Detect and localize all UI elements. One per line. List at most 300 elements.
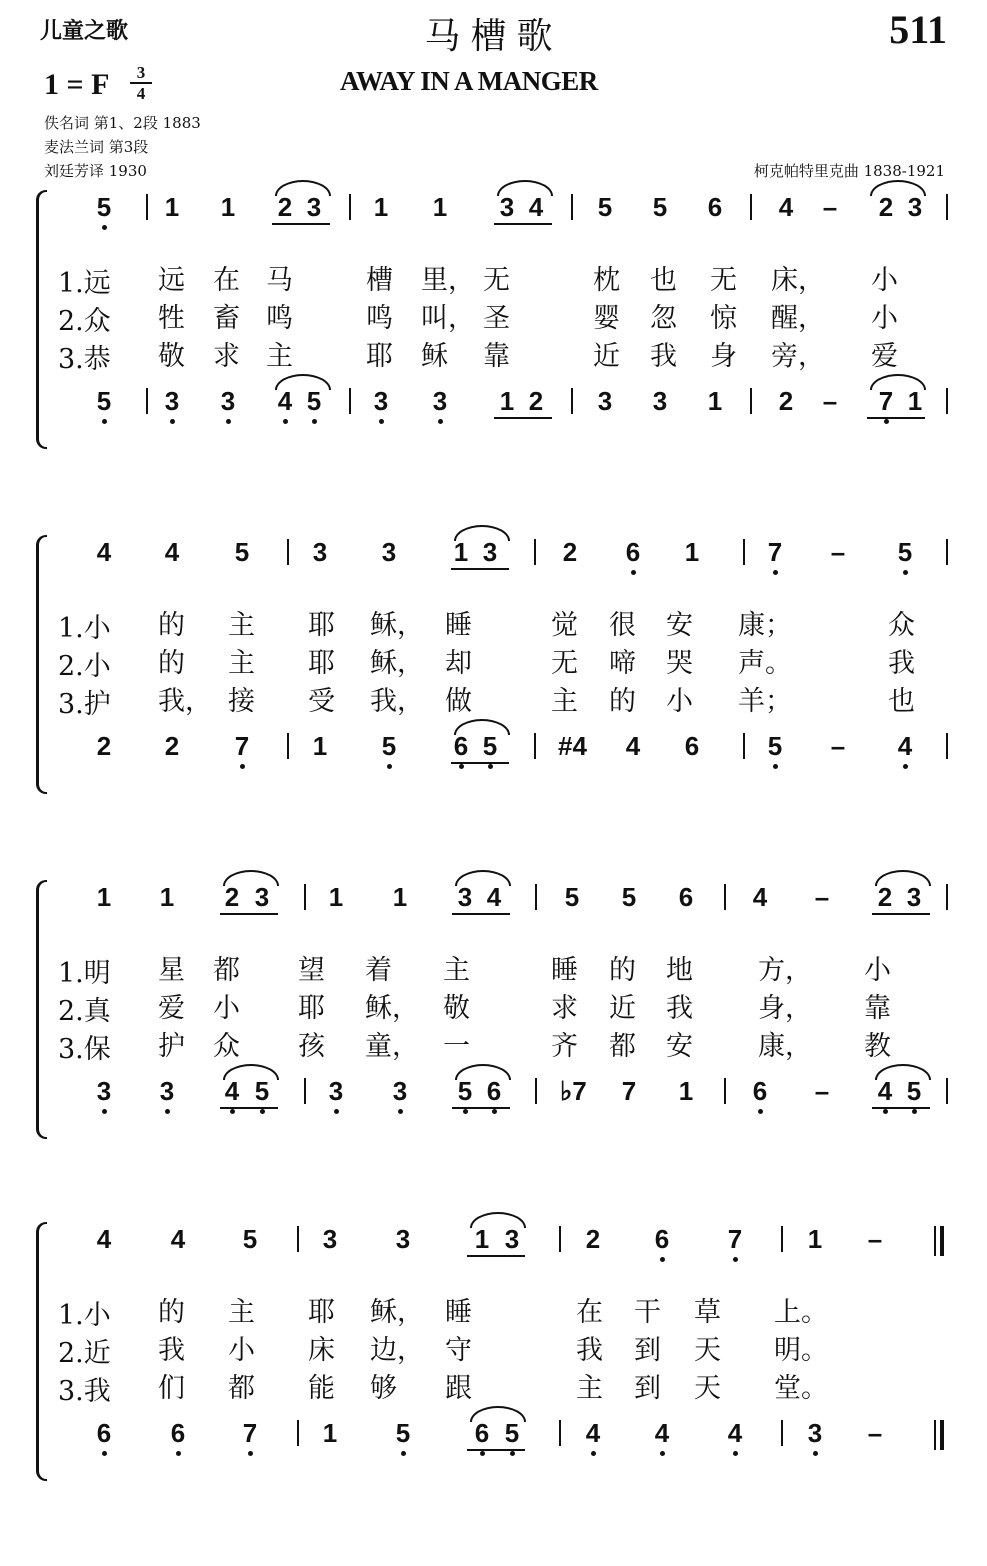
upper-note (92, 190, 116, 250)
upper-note (500, 1222, 524, 1282)
system-brace (36, 1222, 47, 1481)
barline (743, 539, 745, 565)
lyric-syllable: 醒， (771, 303, 825, 334)
lyric-syllable: 近 (609, 993, 636, 1024)
note-number: 5 (597, 192, 613, 222)
lower-note (388, 1074, 412, 1134)
lyric-syllable (58, 1027, 111, 1066)
note-number: 5 (482, 731, 498, 761)
note-number: 6 (453, 731, 469, 761)
lyric-syllable: 忽 (650, 303, 677, 334)
lyric-syllable: 靠 (483, 341, 510, 372)
note-number: – (830, 731, 846, 761)
upper-note (558, 535, 582, 595)
lyric-syllable: 星 (158, 955, 185, 986)
upper-note (160, 190, 184, 250)
barline (534, 539, 536, 565)
note-number: 5 (457, 1076, 473, 1106)
lyric-syllable: 主 (228, 648, 255, 679)
slur (470, 1406, 526, 1422)
note-number: 3 (907, 192, 923, 222)
lyric-syllable: 能 (308, 1373, 335, 1404)
note-number: 4 (585, 1418, 601, 1448)
upper-note (220, 880, 244, 940)
note-number: 5 (395, 1418, 411, 1448)
upper-note (593, 190, 617, 250)
barline (304, 1078, 306, 1104)
verse-start: 1.明 (58, 958, 111, 989)
upper-note (92, 535, 116, 595)
note-number: – (814, 1076, 830, 1106)
lyric-syllable: 都 (228, 1373, 255, 1404)
lyric-syllable: 近 (593, 341, 620, 372)
upper-note (216, 190, 240, 250)
lower-note (92, 1074, 116, 1134)
note-number: 1 (499, 386, 515, 416)
lyric-syllable (58, 951, 111, 990)
credit-line-1: 佚名词 第1、2段 1883 (44, 114, 201, 132)
eighth-beam (220, 913, 278, 915)
octave-dot (260, 1109, 265, 1114)
lower-note (617, 1074, 641, 1134)
note-number: 2 (277, 192, 293, 222)
lyric-syllable: 枕 (593, 265, 620, 296)
lower-note (863, 1416, 887, 1476)
lower-note (369, 384, 393, 444)
lyric-syllable: 在 (213, 265, 240, 296)
lower-note (160, 729, 184, 789)
lyric-syllable: 的 (609, 686, 636, 717)
note-number: 3 (392, 1076, 408, 1106)
lower-note (524, 384, 548, 444)
lyric-syllable: 天 (694, 1373, 721, 1404)
lyric-syllable: 方， (758, 955, 812, 986)
upper-note (893, 535, 917, 595)
score-system-3 (0, 880, 987, 1170)
lower-note (873, 1074, 897, 1134)
upper-note (166, 1222, 190, 1282)
note-number: 6 (654, 1224, 670, 1254)
note-number: 5 (906, 1076, 922, 1106)
upper-note (238, 1222, 262, 1282)
octave-dot (480, 1451, 485, 1456)
lyric-syllable: 接 (228, 686, 255, 717)
note-number: 4 (897, 731, 913, 761)
lower-note (723, 1416, 747, 1476)
verse-start: 2.近 (58, 1338, 111, 1369)
octave-dot (102, 419, 107, 424)
note-number: 3 (312, 537, 328, 567)
octave-dot (733, 1257, 738, 1262)
barline (287, 733, 289, 759)
lyric-syllable: 上。 (774, 1297, 828, 1328)
note-number: 7 (878, 386, 894, 416)
lower-note (216, 384, 240, 444)
octave-dot (591, 1451, 596, 1456)
lyric-syllable (58, 337, 111, 376)
eighth-beam (452, 1107, 510, 1109)
note-number: 3 (381, 537, 397, 567)
barline (946, 1078, 948, 1104)
key-signature: 1 = F (44, 68, 110, 101)
note-number: 5 (254, 1076, 270, 1106)
verse-start: 3.恭 (58, 344, 111, 375)
lyric-syllable: 堂。 (774, 1373, 828, 1404)
note-number: 5 (96, 192, 112, 222)
note-number: – (867, 1224, 883, 1254)
lower-note (560, 1074, 587, 1134)
note-number: – (822, 192, 838, 222)
note-number: 3 (652, 386, 668, 416)
lyric-syllable: 边， (370, 1335, 424, 1366)
lower-note (703, 384, 727, 444)
eighth-beam (272, 223, 330, 225)
note-number: 3 (322, 1224, 338, 1254)
slur (875, 870, 931, 886)
lower-note (377, 729, 401, 789)
barline (559, 1226, 561, 1252)
octave-dot (903, 570, 908, 575)
score-system-4 (0, 1222, 987, 1512)
lyric-syllable: 小 (864, 955, 891, 986)
lyric-syllable: 做 (445, 686, 472, 717)
lyric-syllable: 稣 (421, 341, 448, 372)
lyric-syllable: 马 (266, 265, 293, 296)
lower-note (92, 1416, 116, 1476)
barline (297, 1420, 299, 1446)
verse-start: 3.护 (58, 689, 111, 720)
lyric-syllable: 都 (213, 955, 240, 986)
barline (781, 1226, 783, 1252)
upper-note (621, 535, 645, 595)
note-number: 7 (242, 1418, 258, 1448)
note-number: 2 (778, 386, 794, 416)
lyric-syllable: 主 (228, 1297, 255, 1328)
eighth-beam (452, 913, 510, 915)
note-number: 6 (474, 1418, 490, 1448)
barline (946, 388, 948, 414)
lower-note (803, 1416, 827, 1476)
lower-note (874, 384, 898, 444)
note-number: – (830, 537, 846, 567)
upper-note (903, 190, 927, 250)
note-number: 4 (778, 192, 794, 222)
lower-note (391, 1416, 415, 1476)
note-number: 5 (96, 386, 112, 416)
note-number: 4 (170, 1224, 186, 1254)
composer-credit: 柯克帕特里克曲 1838-1921 (753, 162, 945, 180)
note-number: 5 (504, 1418, 520, 1448)
slur (454, 525, 510, 541)
octave-dot (492, 1109, 497, 1114)
note-number: #4 (558, 731, 587, 761)
note-number: 2 (562, 537, 578, 567)
slur (470, 1212, 526, 1228)
note-number: 1 (707, 386, 723, 416)
note-number: 1 (453, 537, 469, 567)
lyric-syllable: 靠 (864, 993, 891, 1024)
note-number: 1 (96, 882, 112, 912)
note-number: 1 (474, 1224, 490, 1254)
octave-dot (903, 764, 908, 769)
barline (534, 733, 536, 759)
upper-note (369, 190, 393, 250)
octave-dot (463, 1109, 468, 1114)
note-number: 6 (486, 1076, 502, 1106)
note-number: 1 (322, 1418, 338, 1448)
upper-note (524, 190, 548, 250)
system-brace (36, 880, 47, 1139)
note-number: 5 (897, 537, 913, 567)
note-number: 1 (373, 192, 389, 222)
lyric-syllable: 无 (551, 648, 578, 679)
lower-note (155, 1074, 179, 1134)
octave-dot (102, 225, 107, 230)
slur (455, 870, 511, 886)
lyric-syllable: 求 (213, 341, 240, 372)
lyric-syllable: 安 (666, 610, 693, 641)
octave-dot (488, 764, 493, 769)
lyric-syllable: 的 (158, 648, 185, 679)
lyric-syllable: 敬 (443, 993, 470, 1024)
note-number: 1 (164, 192, 180, 222)
lyric-syllable: 惊 (710, 303, 737, 334)
note-number: 4 (96, 1224, 112, 1254)
lower-note (495, 384, 519, 444)
lyric-syllable: 众 (888, 610, 915, 641)
eighth-beam (451, 762, 509, 764)
note-number: 4 (96, 537, 112, 567)
octave-dot (660, 1257, 665, 1262)
barline (946, 539, 948, 565)
barline (349, 388, 351, 414)
barline (571, 194, 573, 220)
upper-note (155, 880, 179, 940)
lower-note (453, 1074, 477, 1134)
note-number: 1 (159, 882, 175, 912)
lyric-syllable: 床， (771, 265, 825, 296)
note-number: 2 (877, 882, 893, 912)
note-number: 2 (164, 731, 180, 761)
lyric-syllable: 一 (443, 1031, 470, 1062)
lower-note (581, 1416, 605, 1476)
octave-dot (379, 419, 384, 424)
barline (304, 884, 306, 910)
lyric-syllable: 里， (421, 265, 475, 296)
note-number: – (867, 1418, 883, 1448)
octave-dot (884, 419, 889, 424)
song-title: 马槽歌 (424, 16, 563, 57)
lower-note (818, 384, 842, 444)
lyric-syllable: 牲 (158, 303, 185, 334)
lower-note (648, 384, 672, 444)
note-number: – (822, 386, 838, 416)
lyric-syllable: 到 (634, 1335, 661, 1366)
octave-dot (312, 419, 317, 424)
octave-dot (401, 1451, 406, 1456)
note-number: 4 (877, 1076, 893, 1106)
upper-note (763, 535, 787, 595)
lyric-syllable: 的 (158, 1297, 185, 1328)
note-number: 2 (878, 192, 894, 222)
lower-note (238, 1416, 262, 1476)
lyric-syllable: 康； (738, 610, 792, 641)
lyric-syllable: 草 (694, 1297, 721, 1328)
note-number: 6 (684, 731, 700, 761)
note-number: 7 (621, 1076, 637, 1106)
score-system-1 (0, 190, 987, 480)
lower-note (774, 384, 798, 444)
verse-start: 1.小 (58, 1300, 111, 1331)
lyric-syllable: 稣， (370, 648, 424, 679)
upper-note (748, 880, 772, 940)
lyric-syllable: 也 (650, 265, 677, 296)
note-number: 3 (306, 192, 322, 222)
octave-dot (631, 570, 636, 575)
note-number: 3 (482, 537, 498, 567)
upper-note (449, 535, 473, 595)
octave-dot (883, 1109, 888, 1114)
upper-note (774, 190, 798, 250)
barline (743, 733, 745, 759)
lyric-syllable (58, 1293, 111, 1332)
lower-note (166, 1416, 190, 1476)
lyric-syllable: 稣， (365, 993, 419, 1024)
lyric-syllable: 受 (308, 686, 335, 717)
lyric-syllable: 主 (551, 686, 578, 717)
barline (724, 884, 726, 910)
lyric-syllable: 婴 (593, 303, 620, 334)
lyric-syllable (58, 261, 111, 300)
lyric-syllable: 爱 (158, 993, 185, 1024)
note-number: 3 (499, 192, 515, 222)
note-number: 5 (767, 731, 783, 761)
lyric-syllable: 孩 (298, 1031, 325, 1062)
lyric-syllable: 护 (158, 1031, 185, 1062)
slur (870, 180, 926, 196)
lyric-syllable: 我 (888, 648, 915, 679)
lyric-syllable: 跟 (445, 1373, 472, 1404)
note-number: 5 (306, 386, 322, 416)
upper-note (377, 535, 401, 595)
lyric-syllable: 干 (634, 1297, 661, 1328)
lyric-syllable: 我 (650, 341, 677, 372)
lower-note (621, 729, 645, 789)
lyric-syllable: 鸣 (266, 303, 293, 334)
lower-note (763, 729, 787, 789)
lyric-syllable: 我 (576, 1335, 603, 1366)
lyric-syllable: 耶 (308, 1297, 335, 1328)
lower-note (893, 729, 917, 789)
lyric-syllable: 童， (365, 1031, 419, 1062)
note-number: 5 (381, 731, 397, 761)
lower-note (903, 384, 927, 444)
lower-note (230, 729, 254, 789)
lyric-syllable: 也 (888, 686, 915, 717)
barline (571, 388, 573, 414)
lyric-syllable: 齐 (551, 1031, 578, 1062)
octave-dot (226, 419, 231, 424)
note-number: 1 (684, 537, 700, 567)
lower-note (674, 1074, 698, 1134)
lower-note (748, 1074, 772, 1134)
note-number: 1 (432, 192, 448, 222)
slur (875, 1064, 931, 1080)
lyric-syllable: 啼 (609, 648, 636, 679)
lyric-syllable: 耶 (366, 341, 393, 372)
upper-note (617, 880, 641, 940)
note-number: 6 (678, 882, 694, 912)
barline (146, 388, 148, 414)
lower-note (160, 384, 184, 444)
lyric-syllable: 的 (609, 955, 636, 986)
note-number: 3 (254, 882, 270, 912)
time-bottom: 4 (136, 84, 146, 103)
lyric-syllable: 叫， (421, 303, 475, 334)
lyric-syllable: 明。 (774, 1335, 828, 1366)
lyric-syllable: 敬 (158, 341, 185, 372)
note-number: 6 (170, 1418, 186, 1448)
note-number: 5 (621, 882, 637, 912)
lyric-syllable: 耶 (298, 993, 325, 1024)
lyric-syllable: 我 (158, 1335, 185, 1366)
note-number: 3 (373, 386, 389, 416)
lyric-syllable: 畜 (213, 303, 240, 334)
lyric-syllable: 教 (864, 1031, 891, 1062)
upper-note (648, 190, 672, 250)
slur (455, 1064, 511, 1080)
upper-note (428, 190, 452, 250)
lower-note (558, 729, 587, 789)
lyric-syllable: 耶 (308, 648, 335, 679)
english-title: AWAY IN A MANGER (340, 66, 598, 96)
upper-note (92, 1222, 116, 1282)
lower-note (482, 1074, 506, 1134)
lyric-syllable: 槽 (366, 265, 393, 296)
lyric-syllable: 身 (710, 341, 737, 372)
eighth-beam (494, 223, 552, 225)
note-number: 5 (652, 192, 668, 222)
score-system-2 (0, 535, 987, 825)
barline (559, 1420, 561, 1446)
octave-dot (773, 570, 778, 575)
note-number: 4 (727, 1418, 743, 1448)
note-number: ♭7 (560, 1076, 587, 1106)
upper-note (674, 880, 698, 940)
note-number: 3 (328, 1076, 344, 1106)
lyric-syllable: 望 (298, 955, 325, 986)
barline (946, 194, 948, 220)
upper-note (873, 880, 897, 940)
note-number: 4 (752, 882, 768, 912)
lyric-syllable: 众 (213, 1031, 240, 1062)
eighth-beam (451, 568, 509, 570)
upper-note (453, 880, 477, 940)
lyric-syllable: 我， (370, 686, 424, 717)
upper-note (388, 880, 412, 940)
lower-note (250, 1074, 274, 1134)
upper-note (230, 535, 254, 595)
lyric-syllable: 稣， (370, 1297, 424, 1328)
octave-dot (733, 1451, 738, 1456)
upper-note (302, 190, 326, 250)
barline (750, 388, 752, 414)
lyric-syllable: 睡 (551, 955, 578, 986)
lower-note (324, 1074, 348, 1134)
eighth-beam (867, 417, 925, 419)
lyric-syllable (58, 606, 111, 645)
upper-note (324, 880, 348, 940)
